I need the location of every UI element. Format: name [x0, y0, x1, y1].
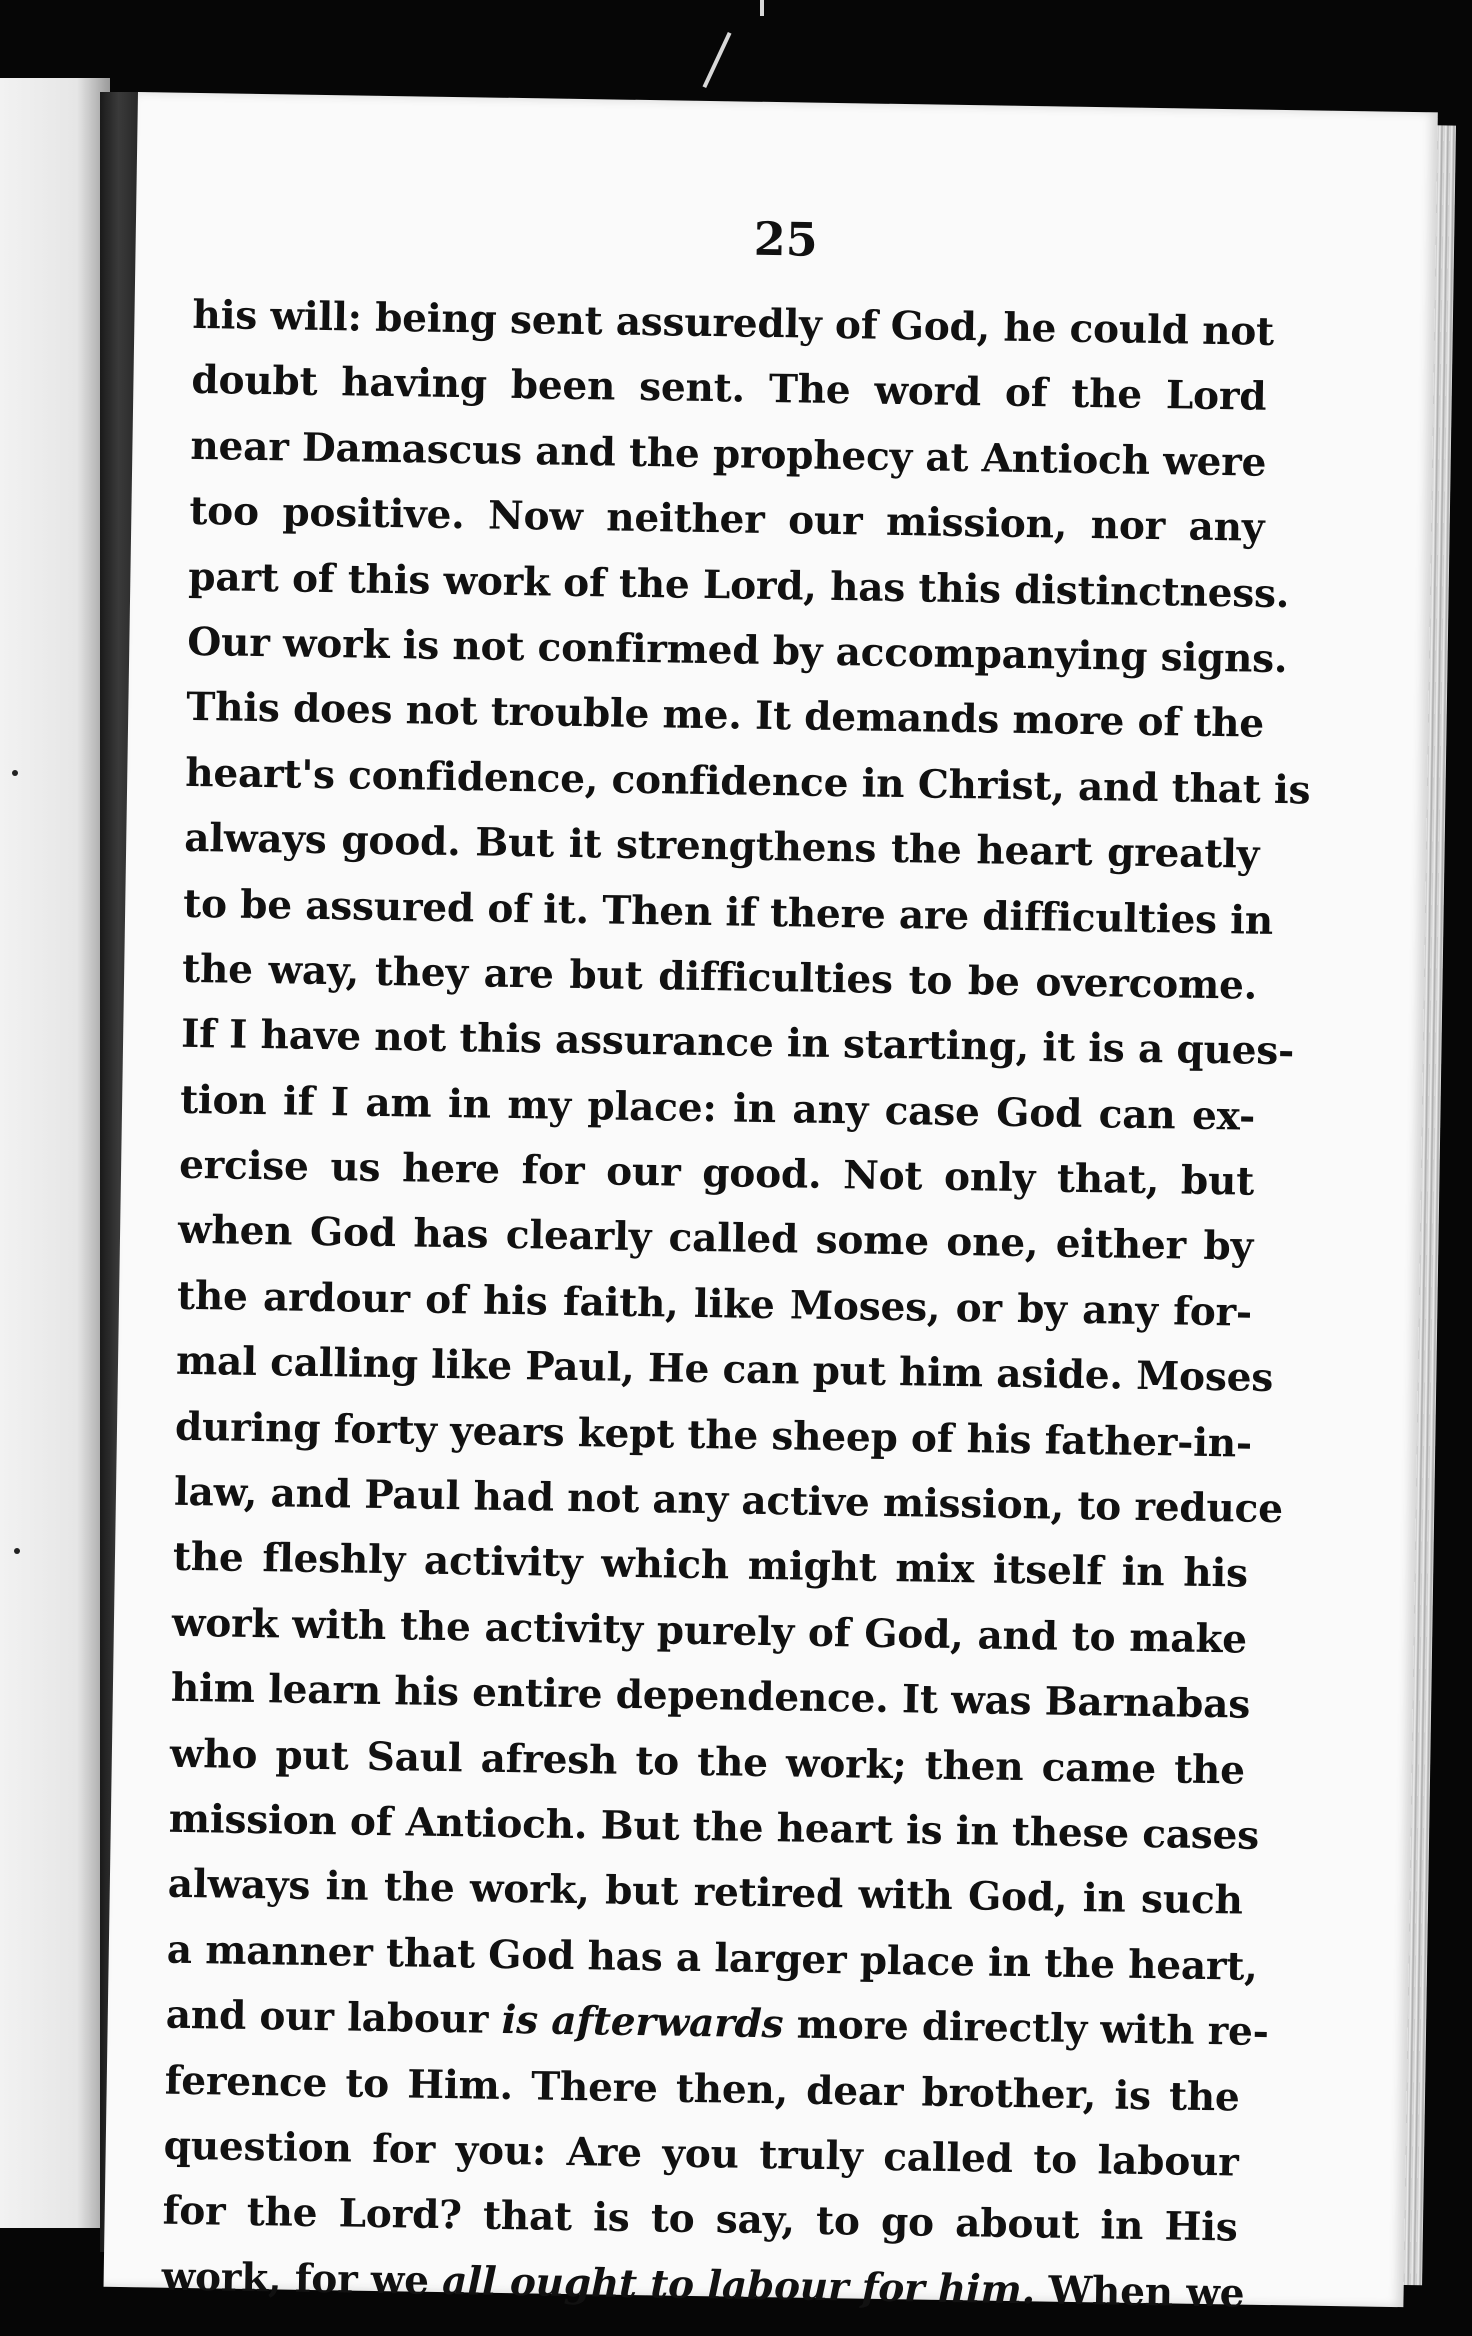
text-segment: to be assured of it. Then if there are difficulties in [182, 880, 1274, 944]
italic-text: is afterwards [501, 1997, 784, 2048]
text-segment: heart's confidence, confidence in Christ, and that is [184, 749, 1311, 814]
text-segment: When we [1034, 2267, 1245, 2317]
text-segment: This does not trouble me. It demands more of the [185, 684, 1265, 748]
scan-mark [703, 32, 732, 88]
scan-speck [12, 770, 18, 776]
text-segment: question for you: Are you truly called to labour [163, 2122, 1239, 2186]
scan-mark [760, 0, 764, 16]
text-segment: the way, they are but difficulties to be overcome. [181, 945, 1258, 1009]
text-segment: the fleshly activity which might mix itself in his [172, 1534, 1249, 1598]
text-segment: for the Lord? that is to say, to go about in His [162, 2187, 1238, 2251]
text-segment: work, for we [161, 2253, 443, 2304]
text-segment: Our work is not confirmed by accompanying signs. [187, 618, 1288, 683]
text-segment: If I have not this assurance in starting, it is a ques- [180, 1011, 1295, 1075]
text-segment: part of this work of the Lord, has this distinctness. [188, 553, 1290, 617]
text-segment: work with the activity purely of God, and to make [171, 1599, 1248, 1663]
text-segment: the ardour of his faith, like Moses, or by any for- [176, 1272, 1253, 1336]
text-segment: him learn his entire dependence. It was Barnabas [170, 1664, 1251, 1728]
text-segment: tion if I am in my place: in any case God can ex- [179, 1076, 1256, 1140]
text-segment: who put Saul afresh to the work; then came the [169, 1730, 1246, 1794]
previous-page-edge [0, 78, 110, 2228]
text-segment: near Damascus and the prophecy at Antioch were [190, 422, 1267, 486]
text-segment: law, and Paul had not any active mission, to reduce [173, 1468, 1284, 1533]
scan-speck [14, 1548, 20, 1554]
text-segment: too positive. Now neither our mission, nor any [189, 488, 1265, 551]
text-segment: his will: being sent assuredly of God, he could not [192, 291, 1275, 355]
text-segment: during forty years kept the sheep of his father-in- [174, 1403, 1253, 1467]
text-segment: more directly with re- [782, 2001, 1269, 2056]
body-text [161, 283, 1311, 2327]
book-page [104, 92, 1438, 2317]
text-segment: always in the work, but retired with God, in such [167, 1861, 1244, 1924]
text-segment: mission of Antioch. But the heart is in these cases [168, 1795, 1260, 1859]
text-segment: ference to Him. There then, dear brother, is the [164, 2057, 1241, 2121]
text-segment: a manner that God has a larger place in the heart, [166, 1926, 1258, 1990]
text-segment: and our labour [165, 1991, 502, 2044]
text-segment: doubt having been sent. The word of the Lord [191, 357, 1267, 421]
text-segment: ercise us here for our good. Not only that, but [178, 1141, 1255, 1205]
text-segment: when God has clearly called some one, either by [177, 1207, 1254, 1271]
text-segment: mal calling like Paul, He can put him aside. Moses [175, 1338, 1274, 1402]
page-number: 25 [753, 211, 819, 267]
text-segment: always good. But it strengthens the heart greatly [183, 814, 1260, 878]
italic-text: all ought to labour for him. [441, 2257, 1036, 2314]
